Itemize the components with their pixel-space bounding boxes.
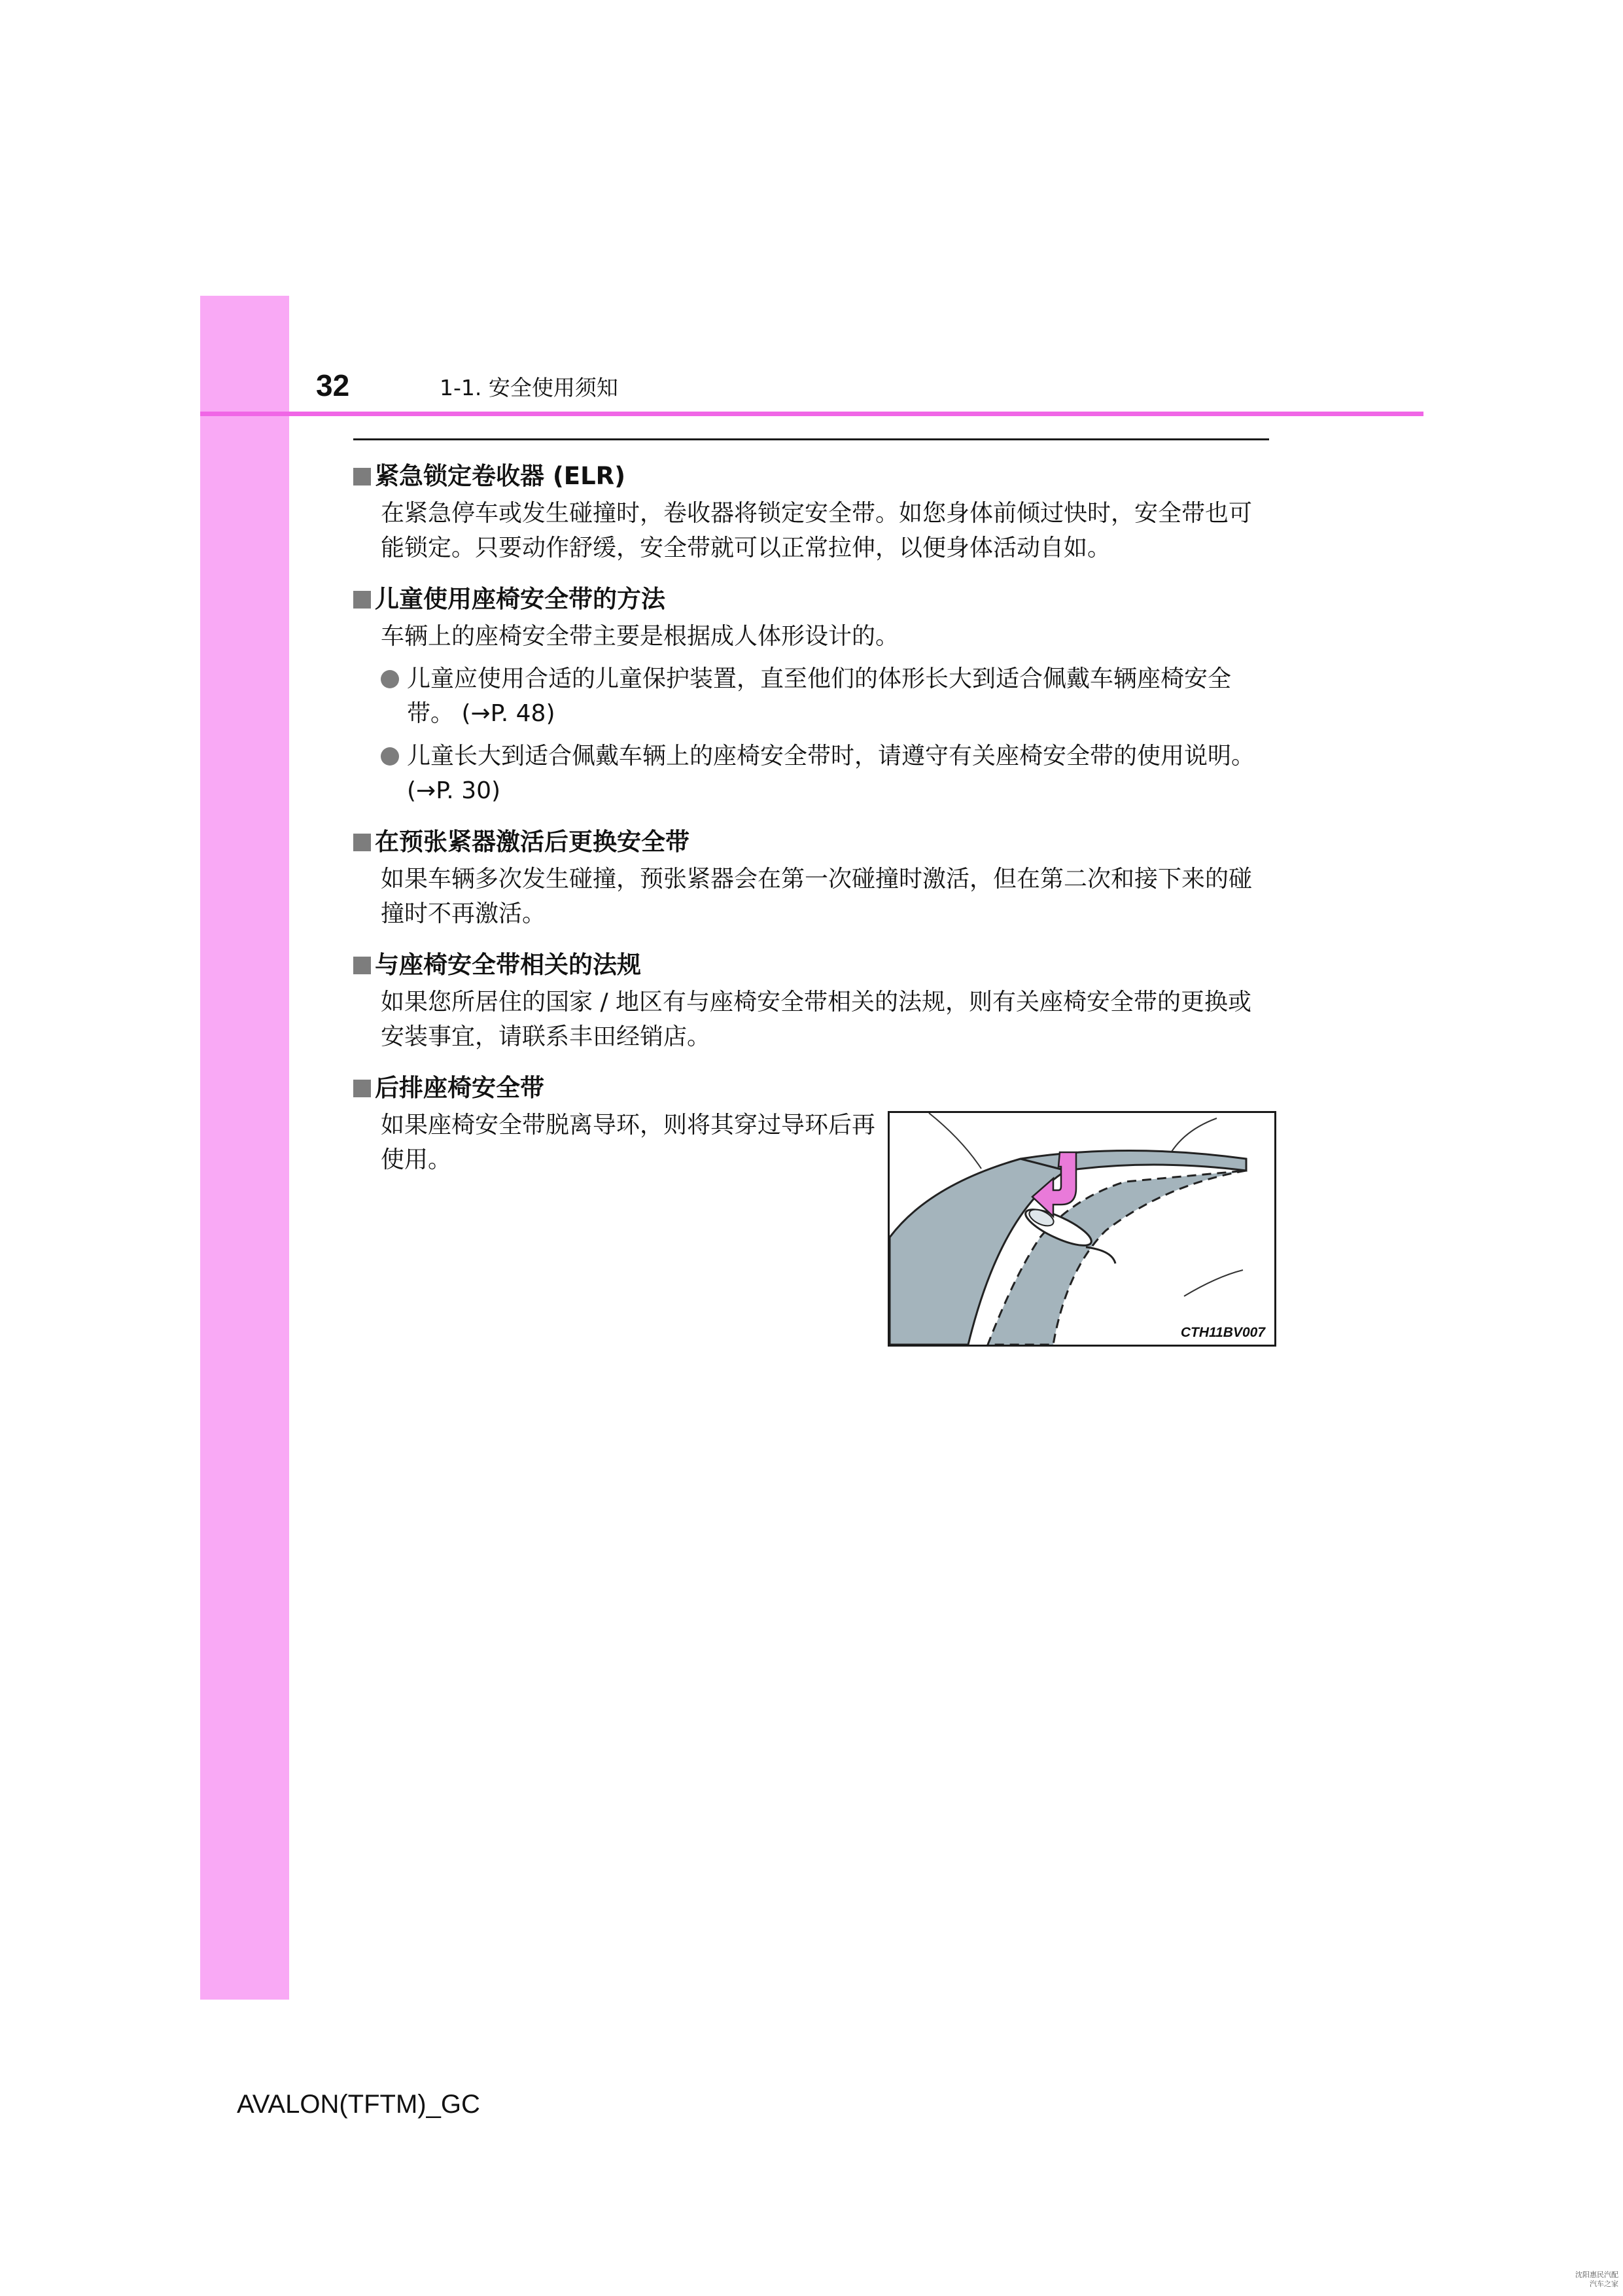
section-heading — [353, 458, 1269, 495]
page-number: 32 — [316, 368, 350, 402]
section-pretensioner — [353, 824, 1269, 931]
section-title: 紧急锁定卷收器 (ELR) — [375, 462, 626, 490]
section-paragraph: 如果车辆多次发生碰撞，预张紧器会在第一次碰撞时激活，但在第二次和接下来的碰撞时不再激活。 — [381, 866, 1253, 927]
square-bullet-icon — [353, 591, 371, 609]
section-elr — [353, 458, 1269, 565]
watermark-line: 汽车之家 — [1590, 2280, 1618, 2288]
square-bullet-icon — [353, 957, 371, 974]
watermark-line: 沈阳惠民汽配 — [1575, 2270, 1618, 2279]
section-regulations — [353, 947, 1269, 1054]
bullet-item — [381, 662, 1269, 731]
watermark — [1560, 2270, 1618, 2289]
seatbelt-guide-illustration — [888, 1111, 1276, 1347]
section-rear-belt — [353, 1070, 1269, 1356]
bullet-text: 儿童应使用合适的儿童保护装置，直至他们的体形长大到适合佩戴车辆座椅安全带。 (→P. 48) — [407, 665, 1232, 727]
round-bullet-icon — [381, 670, 399, 688]
footer-model-code: AVALON(TFTM)_GC — [237, 2090, 480, 2119]
content-top-rule — [353, 438, 1269, 440]
bullet-item — [381, 739, 1269, 808]
section-heading — [353, 1070, 1269, 1106]
rear-belt-row — [353, 1108, 1269, 1356]
figure-code: CTH11BV007 — [1180, 1325, 1265, 1340]
bullet-text: 儿童长大到适合佩戴车辆上的座椅安全带时，请遵守有关座椅安全带的使用说明。 (→P. 30) — [407, 743, 1255, 804]
section-paragraph: 在紧急停车或发生碰撞时，卷收器将锁定安全带。如您身体前倾过快时，安全带也可能锁定。只要动作舒缓，安全带就可以正常拉伸，以便身体活动自如。 — [381, 500, 1253, 561]
section-paragraph: 如果您所居住的国家 / 地区有与座椅安全带相关的法规，则有关座椅安全带的更换或安装事宜，请联系丰田经销店。 — [381, 989, 1252, 1050]
section-child-belt — [353, 581, 1269, 808]
section-title: 在预张紧器激活后更换安全带 — [375, 828, 689, 856]
square-bullet-icon — [353, 1080, 371, 1097]
section-title: 与座椅安全带相关的法规 — [375, 951, 641, 979]
section-title: 儿童使用座椅安全带的方法 — [375, 585, 665, 613]
seatbelt-guide-drawing — [890, 1113, 1274, 1345]
square-bullet-icon — [353, 834, 371, 851]
side-color-band — [200, 296, 289, 2000]
section-heading — [353, 947, 1269, 983]
header-rule — [200, 412, 1423, 416]
page-content — [353, 458, 1269, 1372]
round-bullet-icon — [381, 747, 399, 766]
section-title: 后排座椅安全带 — [375, 1074, 544, 1102]
section-heading — [353, 824, 1269, 860]
chapter-title: 1-1. 安全使用须知 — [440, 375, 618, 400]
square-bullet-icon — [353, 468, 371, 486]
section-paragraph: 如果座椅安全带脱离导环，则将其穿过导环后再使用。 — [381, 1112, 876, 1173]
section-heading — [353, 581, 1269, 618]
section-paragraph: 车辆上的座椅安全带主要是根据成人体形设计的。 — [381, 623, 899, 650]
